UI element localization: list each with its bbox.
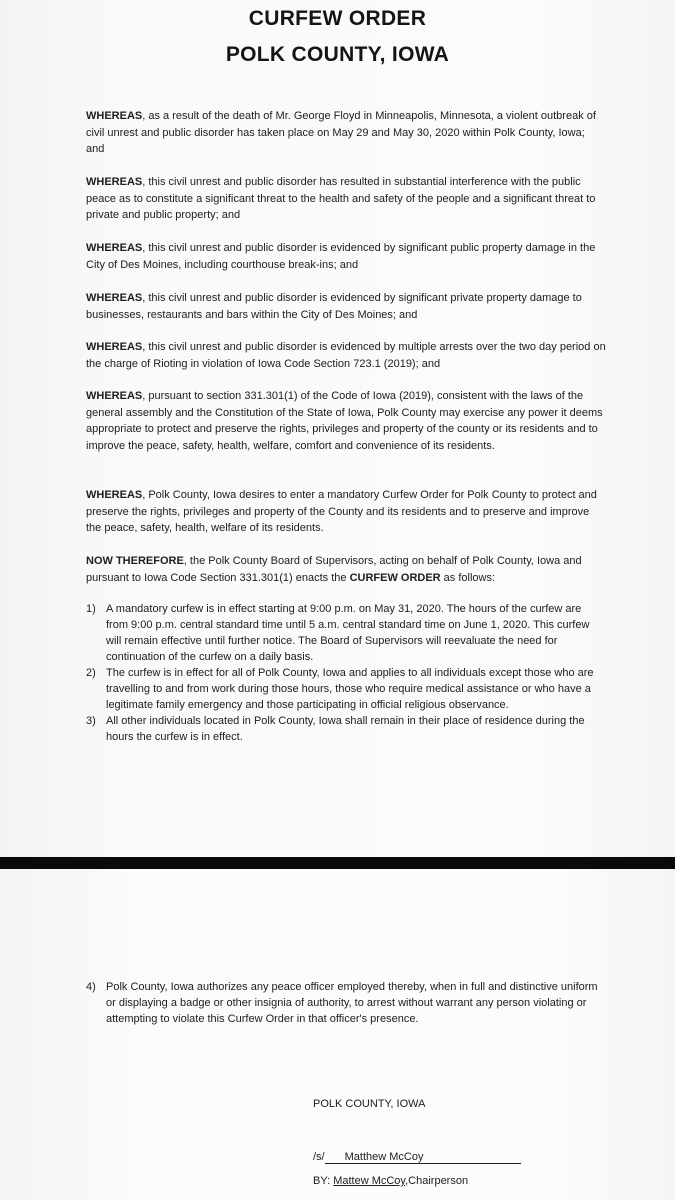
list-item-number: 1) xyxy=(86,603,96,615)
now-therefore-tail: as follows: xyxy=(440,571,496,584)
signature-line xyxy=(313,1151,521,1164)
signature-prefix: /s/ xyxy=(313,1151,325,1163)
whereas-clause xyxy=(86,388,606,454)
whereas-lead: WHEREAS xyxy=(86,292,143,304)
whereas-text: , this civil unrest and public disorder has resulted in substantial interference with the public peace as to constitute a significant threat to the health and safety of the people and a significant threat to private and public property; and xyxy=(86,176,596,221)
whereas-clause xyxy=(86,240,606,273)
by-name: Mattew McCoy xyxy=(333,1175,406,1187)
document-page-2 xyxy=(0,869,675,1200)
whereas-lead: WHEREAS xyxy=(86,242,143,254)
whereas-text: , this civil unrest and public disorder is evidenced by significant public property damage in the City of Des Moines, including courthouse break-ins; and xyxy=(86,242,596,271)
by-label: BY: xyxy=(313,1175,334,1187)
whereas-text: , as a result of the death of Mr. George Floyd in Minneapolis, Minnesota, a violent outbreak of civil unrest and public disorder has taken place on May 29 and May 30, 2020 within Polk County, Iowa; and xyxy=(86,110,596,155)
order-title: CURFEW ORDER xyxy=(248,7,427,30)
whereas-clause xyxy=(86,487,606,537)
whereas-clause xyxy=(86,339,606,372)
signer-title: ,Chairperson xyxy=(405,1175,469,1187)
whereas-text: , Polk County, Iowa desires to enter a mandatory Curfew Order for Polk County to protect and preserve the rights, privileges and property of the County and its residents and to preserve and improve the peace, safety, health, welfare of its residents. xyxy=(86,489,597,534)
order-list-continued xyxy=(86,979,606,1027)
list-item xyxy=(86,601,606,665)
page-divider xyxy=(0,857,675,869)
whereas-lead: WHEREAS xyxy=(86,489,143,501)
whereas-clause xyxy=(86,174,606,224)
whereas-clause xyxy=(86,108,606,158)
list-item-text: A mandatory curfew is in effect starting at 9:00 p.m. on May 31, 2020. The hours of the curfew are from 9:00 p.m. central standard time until 5 a.m. central standard time on June 1, 2020. This curfew will remain effective until further notice. The Board of Supervisors will reevaluate the need for continuation of the curfew on a daily basis. xyxy=(106,603,590,663)
whereas-lead: WHEREAS xyxy=(86,110,143,122)
signature-name xyxy=(325,1151,521,1164)
now-therefore-clause xyxy=(86,553,606,586)
whereas-text: , this civil unrest and public disorder is evidenced by significant private property damage to businesses, restaurants and bars within the City of Des Moines; and xyxy=(86,292,582,321)
whereas-text: , this civil unrest and public disorder is evidenced by multiple arrests over the two day period on the charge of Rioting in violation of Iowa Code Section 723.1 (2019); and xyxy=(86,341,606,370)
county-title: POLK COUNTY, IOWA xyxy=(225,43,450,66)
whereas-clause xyxy=(86,290,606,323)
list-item-text: All other individuals located in Polk County, Iowa shall remain in their place of residence during the hours the curfew is in effect. xyxy=(106,715,585,743)
list-item-number: 3) xyxy=(86,715,96,727)
list-item xyxy=(86,665,606,713)
signature-by-line xyxy=(313,1175,468,1187)
now-therefore-lead: NOW THEREFORE xyxy=(86,555,184,567)
order-list xyxy=(86,601,606,745)
list-item-text: The curfew is in effect for all of Polk County, Iowa and applies to all individuals except those who are travelling to and from work during those hours, those who require medical assistance or who have a legitimate family emergency and those participating in official religious observance. xyxy=(106,667,594,711)
list-item-number: 4) xyxy=(86,981,96,993)
whereas-lead: WHEREAS xyxy=(86,341,143,353)
signed-name: Matthew McCoy xyxy=(344,1151,424,1163)
list-item xyxy=(86,979,606,1027)
whereas-text: , pursuant to section 331.301(1) of the Code of Iowa (2019), consistent with the laws of the general assembly and the Constitution of the State of Iowa, Polk County may exercise any power it deems appropriate to protect and preserve the rights, privileges and property of the county or its residents and to improve the peace, safety, health, welfare, comfort and convenience of its residents. xyxy=(86,390,603,452)
list-item-number: 2) xyxy=(86,667,96,679)
signature-entity: POLK COUNTY, IOWA xyxy=(313,1098,426,1110)
now-therefore-text: , the Polk County Board of Supervisors, acting on behalf of Polk County, Iowa and pursuant to Iowa Code Section 331.301(1) enacts the xyxy=(86,555,582,584)
whereas-lead: WHEREAS xyxy=(86,176,143,188)
whereas-lead: WHEREAS xyxy=(86,390,143,402)
curfew-order-phrase: CURFEW ORDER xyxy=(349,571,441,584)
list-item-text: Polk County, Iowa authorizes any peace officer employed thereby, when in full and distinctive uniform or displaying a badge or other insignia of authority, to arrest without warrant any person violating or attempting to violate this Curfew Order in that officer's presence. xyxy=(106,981,598,1025)
list-item xyxy=(86,713,606,745)
